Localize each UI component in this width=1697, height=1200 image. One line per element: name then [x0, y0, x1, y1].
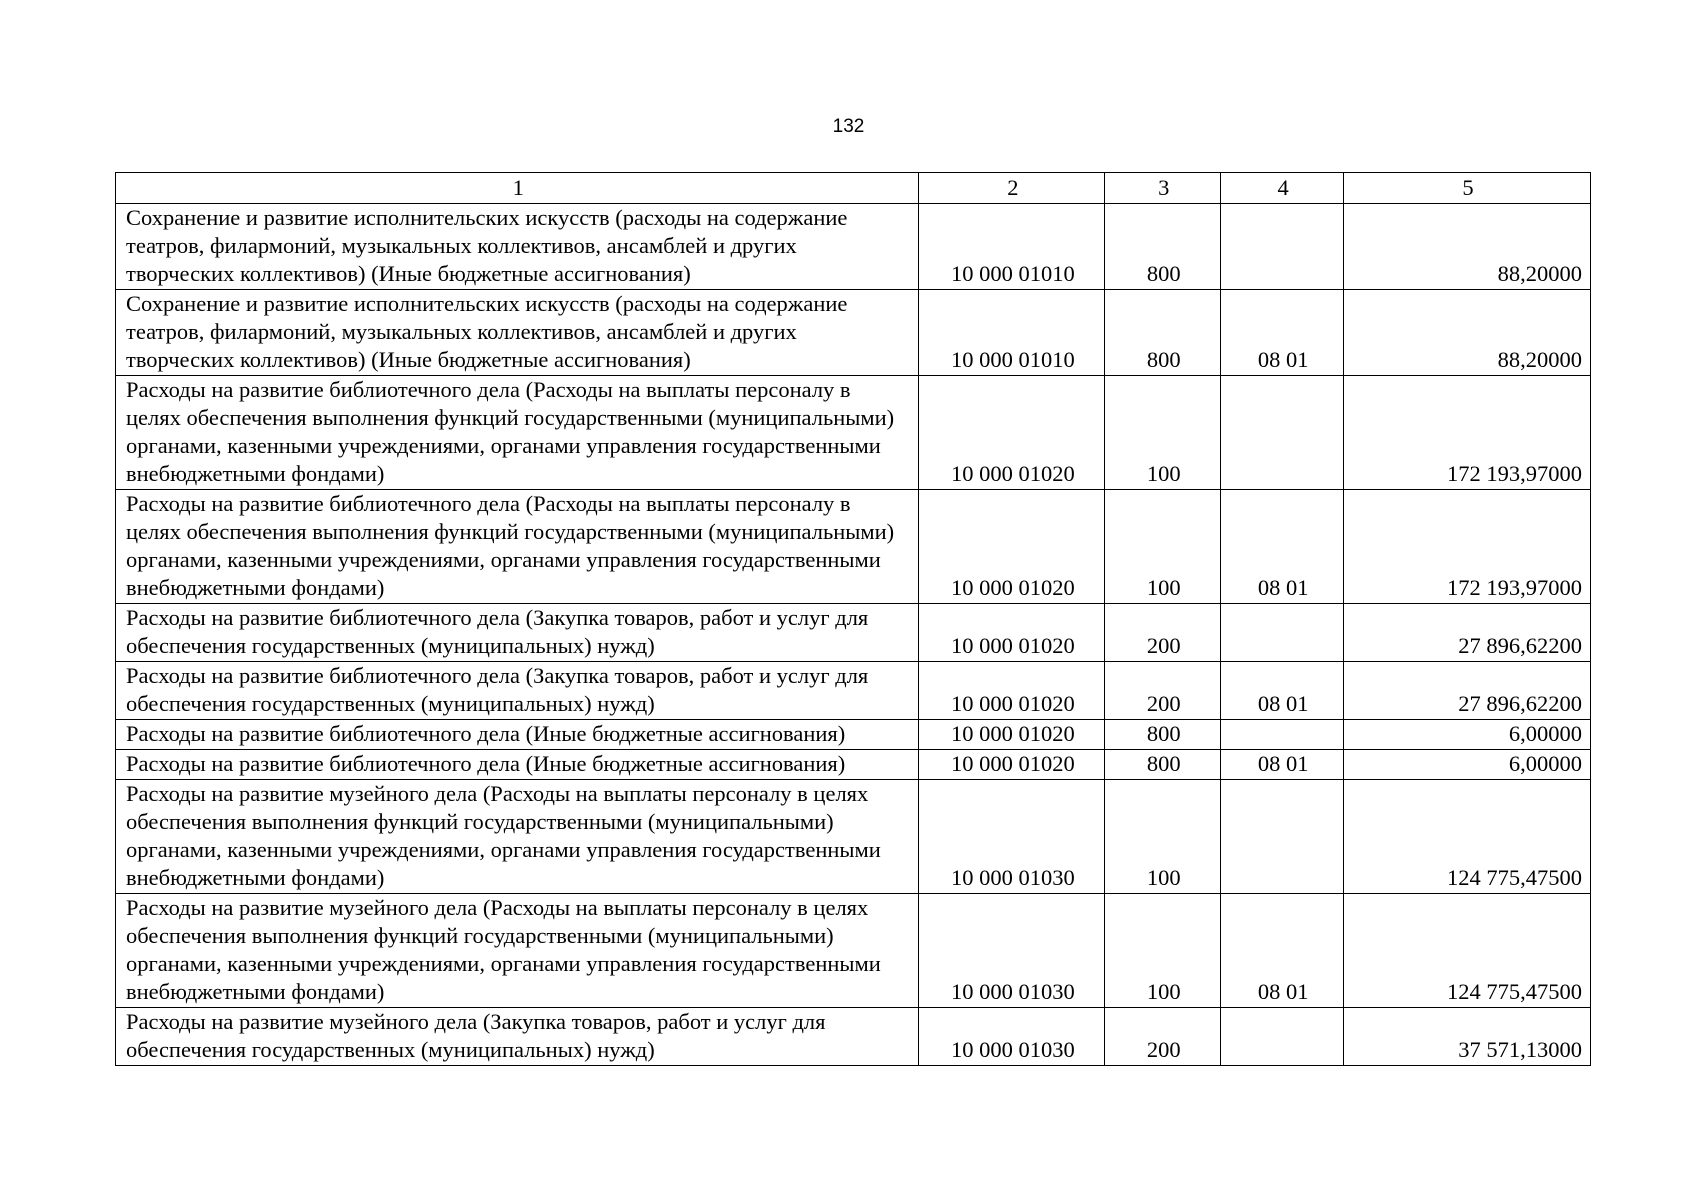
table-row [116, 376, 1591, 490]
section-cell [1221, 720, 1344, 750]
expense-name-cell: Расходы на развитие библиотечного дела (Иные бюджетные ассигнования) [116, 750, 919, 780]
target-article-cell: 10 000 01030 [919, 894, 1105, 1008]
target-article-cell: 10 000 01030 [919, 780, 1105, 894]
expense-type-cell: 200 [1105, 1008, 1221, 1066]
expense-name-cell: Расходы на развитие библиотечного дела (Закупка товаров, работ и услуг для обеспечения государственных (муниципальных) нужд) [116, 662, 919, 720]
amount-cell: 172 193,97000 [1344, 376, 1591, 490]
table-row [116, 290, 1591, 376]
target-article-cell: 10 000 01010 [919, 204, 1105, 290]
section-cell: 08 01 [1221, 290, 1344, 376]
table-header-row [116, 173, 1591, 204]
expense-type-cell: 100 [1105, 490, 1221, 604]
section-cell: 08 01 [1221, 490, 1344, 604]
table-row [116, 204, 1591, 290]
amount-cell: 6,00000 [1344, 750, 1591, 780]
table-row [116, 662, 1591, 720]
expense-name-cell: Сохранение и развитие исполнительских искусств (расходы на содержание театров, филармоний, музыкальных коллективов, ансамблей и других творческих коллективов) (Иные бюджетные ассигнования) [116, 290, 919, 376]
section-cell [1221, 204, 1344, 290]
table-row [116, 490, 1591, 604]
column-header: 4 [1221, 173, 1344, 204]
expense-name-cell: Расходы на развитие музейного дела (Закупка товаров, работ и услуг для обеспечения государственных (муниципальных) нужд) [116, 1008, 919, 1066]
expense-type-cell: 100 [1105, 894, 1221, 1008]
amount-cell: 172 193,97000 [1344, 490, 1591, 604]
expense-name-cell: Сохранение и развитие исполнительских искусств (расходы на содержание театров, филармоний, музыкальных коллективов, ансамблей и других творческих коллективов) (Иные бюджетные ассигнования) [116, 204, 919, 290]
amount-cell: 88,20000 [1344, 290, 1591, 376]
table-row [116, 1008, 1591, 1066]
column-header: 1 [116, 173, 919, 204]
budget-table [115, 172, 1591, 1066]
target-article-cell: 10 000 01020 [919, 750, 1105, 780]
section-cell: 08 01 [1221, 894, 1344, 1008]
expense-name-cell: Расходы на развитие музейного дела (Расходы на выплаты персоналу в целях обеспечения выполнения функций государственными (муниципальными) органами, казенными учреждениями, органами управления государственными внебюджетными фондами) [116, 894, 919, 1008]
section-cell [1221, 780, 1344, 894]
target-article-cell: 10 000 01010 [919, 290, 1105, 376]
section-cell: 08 01 [1221, 662, 1344, 720]
expense-type-cell: 200 [1105, 604, 1221, 662]
expense-type-cell: 800 [1105, 204, 1221, 290]
target-article-cell: 10 000 01020 [919, 720, 1105, 750]
expense-name-cell: Расходы на развитие библиотечного дела (Расходы на выплаты персоналу в целях обеспечения выполнения функций государственными (муниципальными) органами, казенными учреждениями, органами управления государственными внебюджетными фондами) [116, 376, 919, 490]
amount-cell: 6,00000 [1344, 720, 1591, 750]
table-row [116, 780, 1591, 894]
table-row [116, 894, 1591, 1008]
expense-name-cell: Расходы на развитие библиотечного дела (Расходы на выплаты персоналу в целях обеспечения выполнения функций государственными (муниципальными) органами, казенными учреждениями, органами управления государственными внебюджетными фондами) [116, 490, 919, 604]
table-row [116, 604, 1591, 662]
target-article-cell: 10 000 01020 [919, 490, 1105, 604]
page-number: 132 [832, 116, 865, 137]
amount-cell: 27 896,62200 [1344, 662, 1591, 720]
expense-name-cell: Расходы на развитие музейного дела (Расходы на выплаты персоналу в целях обеспечения выполнения функций государственными (муниципальными) органами, казенными учреждениями, органами управления государственными внебюджетными фондами) [116, 780, 919, 894]
amount-cell: 124 775,47500 [1344, 780, 1591, 894]
expense-type-cell: 100 [1105, 780, 1221, 894]
amount-cell: 37 571,13000 [1344, 1008, 1591, 1066]
expense-type-cell: 100 [1105, 376, 1221, 490]
table-row [116, 750, 1591, 780]
expense-type-cell: 800 [1105, 290, 1221, 376]
column-header: 2 [919, 173, 1105, 204]
column-header: 5 [1344, 173, 1591, 204]
section-cell [1221, 376, 1344, 490]
column-header: 3 [1105, 173, 1221, 204]
amount-cell: 88,20000 [1344, 204, 1591, 290]
expense-name-cell: Расходы на развитие библиотечного дела (Закупка товаров, работ и услуг для обеспечения государственных (муниципальных) нужд) [116, 604, 919, 662]
amount-cell: 27 896,62200 [1344, 604, 1591, 662]
expense-type-cell: 800 [1105, 750, 1221, 780]
expense-type-cell: 800 [1105, 720, 1221, 750]
target-article-cell: 10 000 01020 [919, 604, 1105, 662]
section-cell [1221, 604, 1344, 662]
expense-name-cell: Расходы на развитие библиотечного дела (Иные бюджетные ассигнования) [116, 720, 919, 750]
table-row [116, 720, 1591, 750]
section-cell [1221, 1008, 1344, 1066]
expense-type-cell: 200 [1105, 662, 1221, 720]
amount-cell: 124 775,47500 [1344, 894, 1591, 1008]
target-article-cell: 10 000 01030 [919, 1008, 1105, 1066]
target-article-cell: 10 000 01020 [919, 662, 1105, 720]
target-article-cell: 10 000 01020 [919, 376, 1105, 490]
section-cell: 08 01 [1221, 750, 1344, 780]
